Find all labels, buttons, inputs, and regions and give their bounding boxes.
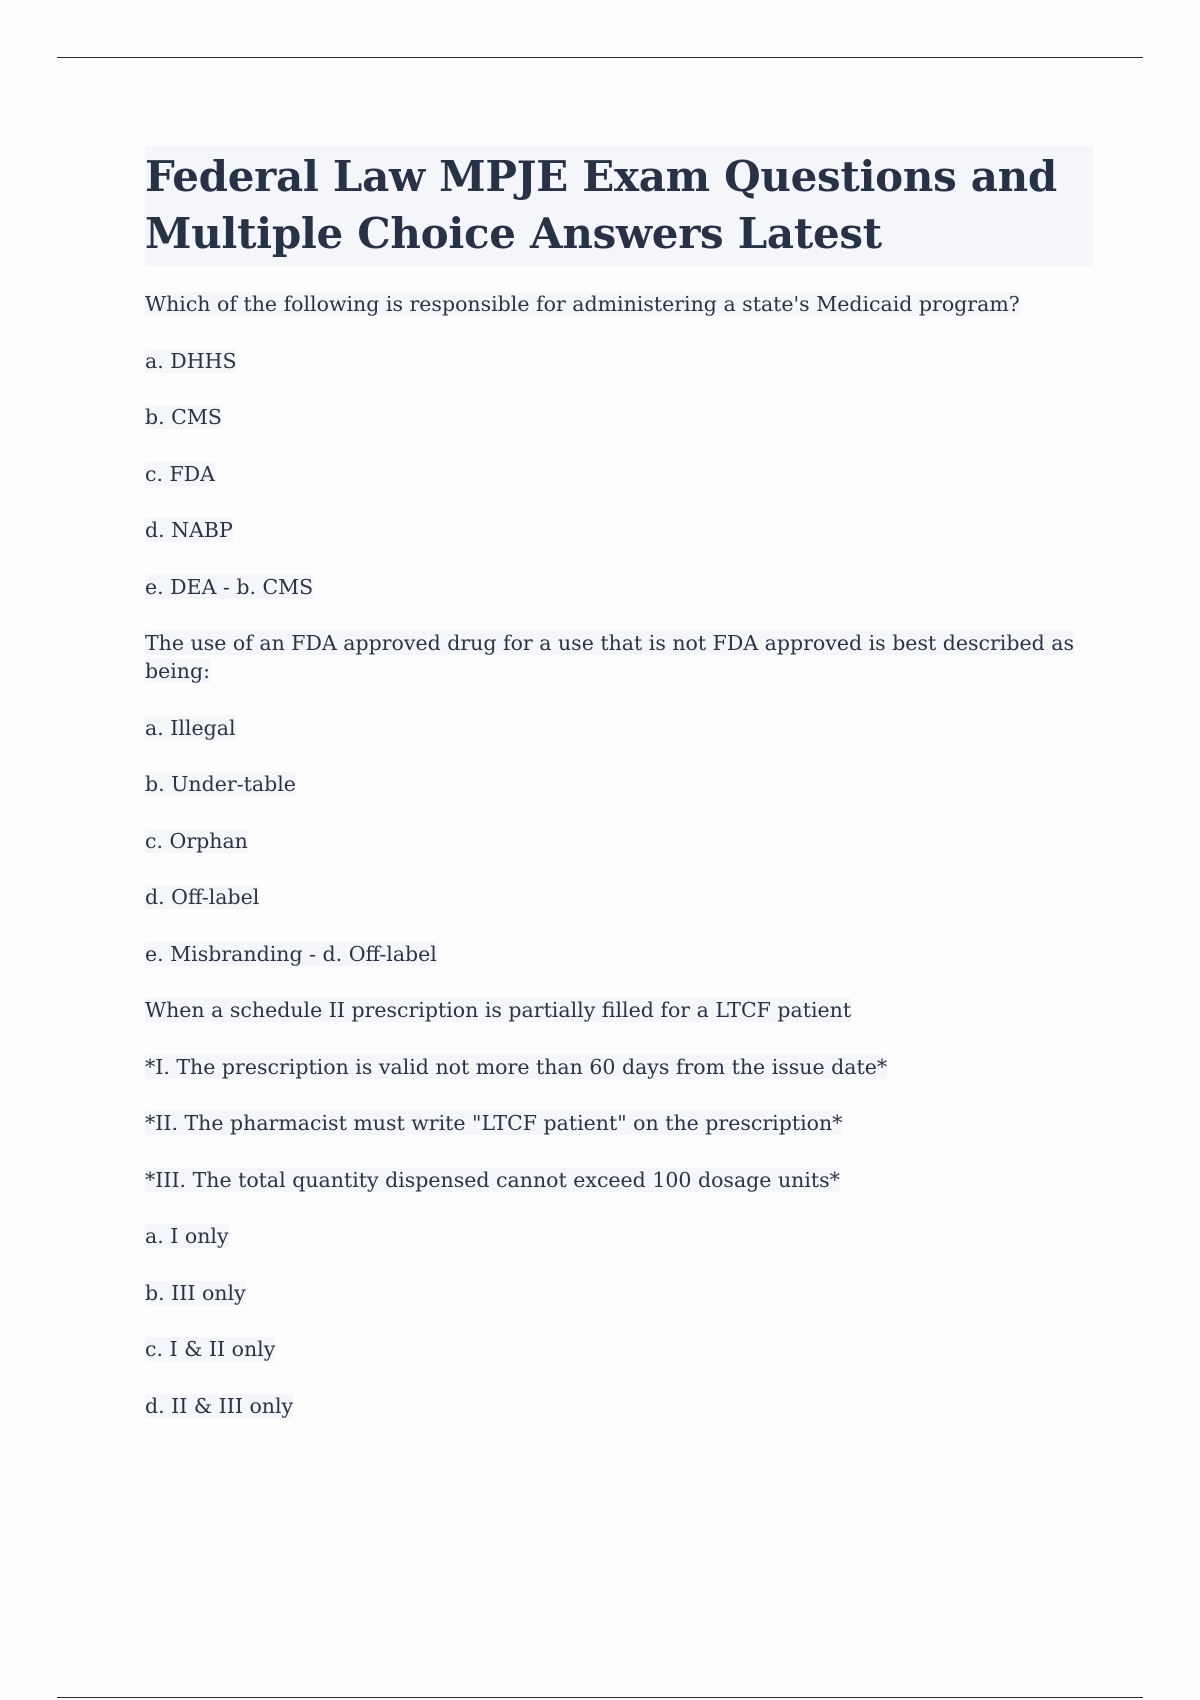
answer-option: a. DHHS [145,348,237,373]
header-rule [57,57,1143,58]
answer-option: a. Illegal [145,715,236,740]
question-list [145,290,1093,1420]
footer-rule [57,1697,1143,1698]
question-text: Which of the following is responsible for administering a state's Medicaid program? [145,292,1020,316]
statement-item: *III. The total quantity dispensed cannot exceed 100 dosage units* [145,1167,840,1192]
question-text: When a schedule II prescription is partially filled for a LTCF patient [145,998,852,1022]
statement-item: *II. The pharmacist must write "LTCF patient" on the prescription* [145,1111,843,1135]
answer-option: c. Orphan [145,828,248,853]
answer-option: c. FDA [145,461,215,486]
answer-option: a. I only [145,1224,229,1248]
title-block [145,146,1093,266]
answer-option-with-key: e. Misbranding - d. Off-label [145,941,437,966]
answer-option: c. I & II only [145,1337,276,1361]
answer-option: d. Off-label [145,885,260,909]
answer-option: b. III only [145,1280,246,1305]
title-line-1: Federal Law MPJE Exam Questions and [145,152,1057,201]
statement-item: *I. The prescription is valid not more than 60 days from the issue date* [145,1054,888,1079]
document-title [145,148,1093,262]
document-body [145,146,1093,1448]
answer-option-with-key: e. DEA - b. CMS [145,574,314,599]
answer-option: b. Under-table [145,772,296,796]
answer-option: d. II & III only [145,1393,294,1418]
answer-option: d. NABP [145,518,233,542]
title-line-2: Multiple Choice Answers Latest [145,209,882,258]
answer-option: b. CMS [145,405,222,429]
question-text: The use of an FDA approved drug for a use that is not FDA approved is best described as being: [145,631,1074,683]
